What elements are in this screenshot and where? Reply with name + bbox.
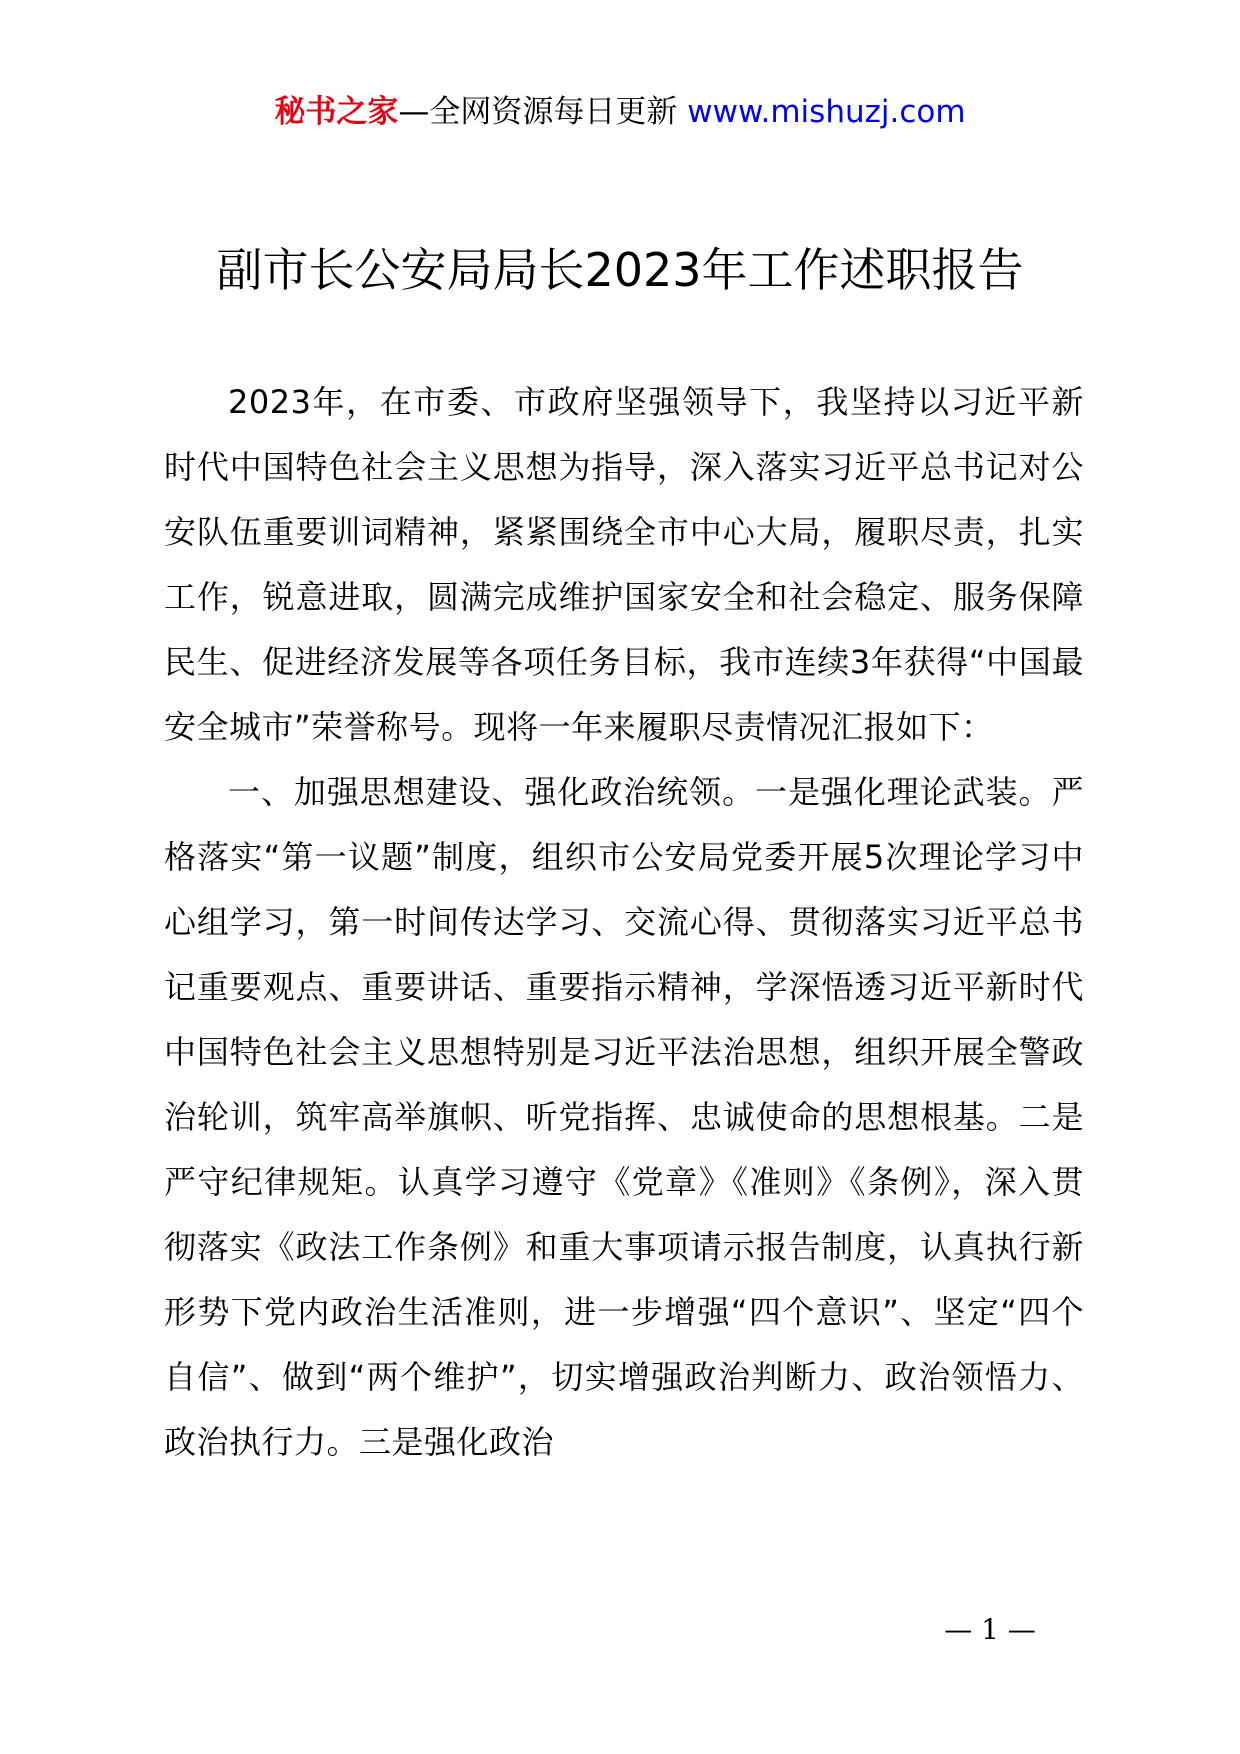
page-number: — 1 — — [944, 1613, 1036, 1646]
site-url-link[interactable]: www.mishuzj.com — [687, 94, 966, 130]
site-header — [0, 92, 1240, 132]
header-tagline: —全网资源每日更新 — [398, 94, 678, 130]
document-body — [164, 370, 1084, 1475]
paragraph-section-one: 一、加强思想建设、强化政治统领。一是强化理论武装。严格落实“第一议题”制度，组织市公安局党委开展5次理论学习中心组学习，第一时间传达学习、交流心得、贯彻落实习近平总书记重要观点、重要讲话、重要指示精神，学深悟透习近平新时代中国特色社会主义思想特别是习近平法治思想，组织开展全警政治轮训，筑牢高举旗帜、听党指挥、忠诚使命的思想根基。二是严守纪律规矩。认真学习遵守《党章》《准则》《条例》，深入贯彻落实《政法工作条例》和重大事项请示报告制度，认真执行新形势下党内政治生活准则，进一步增强“四个意识”、坚定“四个自信”、做到“两个维护”，切实增强政治判断力、政治领悟力、政治执行力。三是强化政治 — [164, 773, 1084, 1461]
document-title: 副市长公安局局长2023年工作述职报告 — [216, 243, 1024, 297]
paragraph-intro: 2023年，在市委、市政府坚强领导下，我坚持以习近平新时代中国特色社会主义思想为指导，深入落实习近平总书记对公安队伍重要训词精神，紧紧围绕全市中心大局，履职尽责，扎实工作，锐意进取，圆满完成维护国家安全和社会稳定、服务保障民生、促进经济发展等各项任务目标，我市连续3年获得“中国最安全城市”荣誉称号。现将一年来履职尽责情况汇报如下： — [164, 383, 1084, 746]
brand-name: 秘书之家 — [274, 94, 399, 130]
